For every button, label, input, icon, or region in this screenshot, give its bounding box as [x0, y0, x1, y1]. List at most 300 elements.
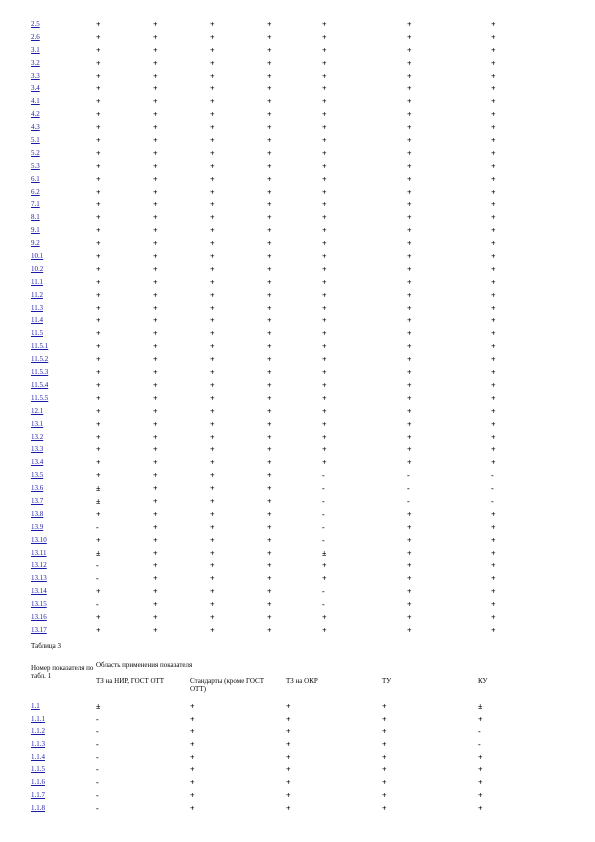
- table-2-row: [31, 382, 511, 395]
- table-2-mark-cell: +: [407, 561, 412, 571]
- table-2-mark-cell: +: [322, 380, 327, 390]
- table-2-mark-cell: +: [322, 252, 327, 262]
- table-2-mark-cell: +: [407, 277, 412, 287]
- table-2-mark-cell: +: [267, 342, 272, 352]
- table-2-mark-cell: +: [407, 239, 412, 249]
- table-2-mark-cell: +: [96, 368, 101, 378]
- table-2-mark-cell: +: [407, 200, 412, 210]
- table-2-code-cell: [31, 111, 96, 124]
- indicator-link[interactable]: 13.14: [31, 587, 47, 596]
- table-2-mark-cell: +: [210, 316, 215, 326]
- table-2-row: [31, 47, 511, 60]
- table-2-mark-cell: +: [407, 625, 412, 635]
- table-2-mark-cell: +: [153, 574, 158, 584]
- table-2-code-cell: [31, 47, 96, 60]
- table-2-mark-cell: +: [210, 445, 215, 455]
- table-2-mark-cell: +: [407, 303, 412, 313]
- table-2-mark-cell: +: [407, 148, 412, 158]
- indicator-link[interactable]: 13.4: [31, 458, 44, 467]
- table-2-mark-cell: +: [153, 32, 158, 42]
- table-2-mark-cell: +: [96, 264, 101, 274]
- indicator-link[interactable]: 8.1: [31, 213, 40, 222]
- indicator-link[interactable]: 11.1: [31, 277, 43, 286]
- table-2-mark-cell: +: [322, 110, 327, 120]
- table-2-mark-cell: +: [96, 393, 101, 403]
- table-2-mark-cell: +: [407, 252, 412, 262]
- table-2-mark-cell: +: [96, 355, 101, 365]
- indicator-link[interactable]: 1.1.5: [31, 765, 45, 774]
- table-2-mark-cell: +: [322, 226, 327, 236]
- table-2-mark-cell: +: [210, 458, 215, 468]
- indicator-link[interactable]: 13.11: [31, 548, 47, 557]
- table-3-mark-cell: +: [286, 752, 291, 762]
- table-2-mark-cell: +: [491, 226, 496, 236]
- table-2-mark-cell: +: [407, 587, 412, 597]
- table-2-mark-cell: +: [322, 612, 327, 622]
- table-3-mark-cell: -: [96, 740, 99, 750]
- indicator-link[interactable]: 5.1: [31, 136, 40, 145]
- table-2-code-cell: [31, 163, 96, 176]
- table-2-mark-cell: +: [210, 561, 215, 571]
- table-2-mark-cell: +: [407, 548, 412, 558]
- table-2-mark-cell: +: [153, 496, 158, 506]
- table-3-mark-cell: +: [382, 740, 387, 750]
- indicator-link[interactable]: 13.16: [31, 612, 47, 621]
- table-2-mark-cell: +: [96, 84, 101, 94]
- table-2-code-cell: [31, 124, 96, 137]
- indicator-link[interactable]: 3.3: [31, 71, 40, 80]
- table-2-mark-cell: +: [407, 290, 412, 300]
- table-2-mark-cell: +: [210, 380, 215, 390]
- table-2-row: [31, 60, 511, 73]
- indicator-link[interactable]: 1.1.3: [31, 740, 45, 749]
- table-3-header-col-tu: ТУ: [382, 677, 392, 685]
- indicator-link[interactable]: 9.2: [31, 239, 40, 248]
- table-2-mark-cell: +: [322, 148, 327, 158]
- table-2-mark-cell: +: [407, 161, 412, 171]
- indicator-link[interactable]: 2.5: [31, 20, 40, 28]
- table-2-mark-cell: +: [153, 561, 158, 571]
- table-3-mark-cell: +: [286, 702, 291, 711]
- table-2-mark-cell: +: [407, 187, 412, 197]
- table-2-mark-cell: +: [153, 58, 158, 68]
- table-3-mark-cell: +: [382, 714, 387, 724]
- table-2-mark-cell: +: [153, 252, 158, 262]
- table-2-mark-cell: +: [407, 380, 412, 390]
- table-2-mark-cell: +: [267, 161, 272, 171]
- indicator-link[interactable]: 13.13: [31, 574, 47, 583]
- table-2-mark-cell: +: [491, 290, 496, 300]
- table-2-mark-cell: +: [153, 522, 158, 532]
- table-2-code-cell: [31, 21, 96, 34]
- table-2-mark-cell: +: [407, 368, 412, 378]
- table-2-mark-cell: +: [491, 535, 496, 545]
- indicator-link[interactable]: 13.7: [31, 496, 44, 505]
- indicator-link[interactable]: 1.1.6: [31, 778, 45, 787]
- table-2-mark-cell: +: [210, 148, 215, 158]
- table-2-mark-cell: +: [210, 71, 215, 81]
- table-2-row: [31, 537, 511, 550]
- indicator-link[interactable]: 1.1.1: [31, 714, 45, 723]
- table-2-mark-cell: +: [407, 110, 412, 120]
- table-2-mark-cell: +: [267, 187, 272, 197]
- table-2-mark-cell: +: [210, 612, 215, 622]
- indicator-link[interactable]: 7.1: [31, 200, 40, 209]
- indicator-link[interactable]: 4.1: [31, 97, 40, 106]
- indicator-link[interactable]: 1.1.4: [31, 752, 45, 761]
- table-2-mark-cell: +: [96, 406, 101, 416]
- table-3-header-columns-row: [31, 677, 574, 703]
- table-2-mark-cell: +: [407, 45, 412, 55]
- indicator-link[interactable]: 4.2: [31, 110, 40, 119]
- indicator-link[interactable]: 13.12: [31, 561, 47, 570]
- table-3-header-col-standards: Стандарты (кроме ГОСТ ОТТ): [190, 677, 265, 693]
- table-2-mark-cell: +: [153, 123, 158, 133]
- table-2-mark-cell: -: [96, 600, 99, 610]
- indicator-link[interactable]: 3.2: [31, 58, 40, 67]
- table-2-mark-cell: +: [491, 161, 496, 171]
- indicator-link[interactable]: 11.5.1: [31, 342, 49, 351]
- indicator-link[interactable]: 11.5.4: [31, 380, 49, 389]
- table-2-mark-cell: +: [267, 32, 272, 42]
- table-2-mark-cell: +: [267, 368, 272, 378]
- table-2-mark-cell: +: [210, 329, 215, 339]
- table-2-mark-cell: +: [96, 509, 101, 519]
- table-2-mark-cell: +: [267, 226, 272, 236]
- table-3-header-col-okr: ТЗ на ОКР: [286, 677, 318, 685]
- table-2-code-cell: [31, 85, 96, 98]
- indicator-link[interactable]: 4.3: [31, 123, 40, 132]
- table-2-mark-cell: +: [210, 342, 215, 352]
- table-2-row: [31, 279, 511, 292]
- table-2-mark-cell: +: [267, 419, 272, 429]
- table-2-row: [31, 34, 511, 47]
- table-2-mark-cell: -: [407, 484, 410, 494]
- indicator-link[interactable]: 13.8: [31, 509, 44, 518]
- indicator-link[interactable]: 11.5.2: [31, 355, 49, 364]
- table-2-mark-cell: +: [491, 432, 496, 442]
- table-2-mark-cell: +: [210, 290, 215, 300]
- table-3-mark-cell: +: [190, 752, 195, 762]
- table-2-mark-cell: +: [491, 587, 496, 597]
- table-2-mark-cell: -: [322, 587, 325, 597]
- table-2-mark-cell: +: [210, 535, 215, 545]
- table-3-mark-cell: +: [190, 727, 195, 737]
- table-2-mark-cell: +: [210, 213, 215, 223]
- table-2-mark-cell: +: [322, 277, 327, 287]
- table-2-mark-cell: -: [491, 471, 494, 481]
- table-2-mark-cell: +: [407, 32, 412, 42]
- table-2-row: [31, 421, 511, 434]
- indicator-link[interactable]: 5.2: [31, 148, 40, 157]
- table-3-row: [31, 741, 574, 754]
- table-2-mark-cell: +: [267, 252, 272, 262]
- indicator-link[interactable]: 5.3: [31, 161, 40, 170]
- table-2-mark-cell: +: [210, 239, 215, 249]
- table-2-mark-cell: +: [407, 419, 412, 429]
- table-2-mark-cell: +: [491, 406, 496, 416]
- indicator-link[interactable]: 13.1: [31, 419, 44, 428]
- table-2-row: [31, 511, 511, 524]
- table-2-mark-cell: +: [491, 574, 496, 584]
- indicator-link[interactable]: 13.5: [31, 471, 44, 480]
- table-2-mark-cell: +: [210, 471, 215, 481]
- table-3-mark-cell: +: [286, 714, 291, 724]
- table-2-mark-cell: +: [407, 20, 412, 29]
- indicator-link[interactable]: 13.3: [31, 445, 44, 454]
- table-2-mark-cell: -: [407, 496, 410, 506]
- indicator-link[interactable]: 11.2: [31, 290, 43, 299]
- indicator-link[interactable]: 1.1.7: [31, 790, 45, 799]
- table-2-mark-cell: +: [407, 612, 412, 622]
- indicator-link[interactable]: 12.1: [31, 406, 44, 415]
- table-2-mark-cell: +: [267, 625, 272, 635]
- table-2-mark-cell: +: [322, 20, 327, 29]
- indicator-link[interactable]: 11.3: [31, 303, 43, 312]
- indicator-link[interactable]: 1.1: [31, 702, 40, 710]
- table-2-continuation: [31, 21, 511, 640]
- table-2-mark-cell: +: [322, 71, 327, 81]
- table-2-mark-cell: +: [96, 32, 101, 42]
- table-3-mark-cell: +: [286, 778, 291, 788]
- table-2-mark-cell: +: [210, 303, 215, 313]
- table-2-mark-cell: +: [407, 58, 412, 68]
- table-2-mark-cell: +: [153, 136, 158, 146]
- table-2-mark-cell: +: [322, 58, 327, 68]
- table-2-mark-cell: +: [322, 239, 327, 249]
- table-3-mark-cell: +: [382, 803, 387, 813]
- table-3-row: [31, 703, 574, 716]
- indicator-link[interactable]: 1.1.2: [31, 727, 45, 736]
- table-2-mark-cell: +: [491, 264, 496, 274]
- table-2-row: [31, 408, 511, 421]
- table-3-mark-cell: +: [382, 778, 387, 788]
- table-2-mark-cell: +: [491, 458, 496, 468]
- table-2-mark-cell: ±: [96, 496, 101, 506]
- indicator-link[interactable]: 11.5.5: [31, 393, 49, 402]
- table-2-code-cell: [31, 98, 96, 111]
- table-2-mark-cell: +: [322, 432, 327, 442]
- table-2-mark-cell: -: [407, 471, 410, 481]
- table-2-mark-cell: +: [96, 71, 101, 81]
- table-2-mark-cell: +: [96, 239, 101, 249]
- table-2-mark-cell: +: [153, 303, 158, 313]
- table-2-mark-cell: +: [210, 84, 215, 94]
- table-2-mark-cell: +: [407, 84, 412, 94]
- table-2-mark-cell: +: [407, 355, 412, 365]
- table-2-mark-cell: +: [267, 148, 272, 158]
- table-3-mark-cell: +: [190, 740, 195, 750]
- table-2-mark-cell: +: [491, 612, 496, 622]
- table-3-mark-cell: +: [190, 702, 195, 711]
- indicator-link[interactable]: 11.4: [31, 316, 43, 325]
- table-3-row: [31, 766, 574, 779]
- table-2-mark-cell: +: [407, 71, 412, 81]
- indicator-link[interactable]: 3.4: [31, 84, 40, 93]
- indicator-link[interactable]: 2.6: [31, 32, 40, 41]
- table-3-row: [31, 805, 574, 818]
- table-2-mark-cell: +: [96, 161, 101, 171]
- indicator-link[interactable]: 13.15: [31, 600, 47, 609]
- table-2-mark-cell: +: [267, 200, 272, 210]
- table-2-mark-cell: +: [96, 535, 101, 545]
- table-3-mark-cell: -: [96, 714, 99, 724]
- table-2-mark-cell: +: [267, 123, 272, 133]
- table-2-mark-cell: +: [210, 97, 215, 107]
- table-2-mark-cell: +: [96, 316, 101, 326]
- table-2-mark-cell: +: [210, 574, 215, 584]
- indicator-link[interactable]: 11.5.3: [31, 368, 49, 377]
- table-2-mark-cell: +: [322, 561, 327, 571]
- table-2-mark-cell: +: [153, 380, 158, 390]
- table-2-mark-cell: +: [407, 458, 412, 468]
- table-2-mark-cell: +: [96, 97, 101, 107]
- table-2-mark-cell: +: [407, 432, 412, 442]
- indicator-link[interactable]: 1.1.8: [31, 803, 45, 812]
- table-2-mark-cell: +: [96, 277, 101, 287]
- table-2-mark-cell: -: [491, 496, 494, 506]
- table-3-mark-cell: ±: [96, 702, 101, 711]
- table-2-mark-cell: +: [407, 509, 412, 519]
- table-2-mark-cell: +: [210, 509, 215, 519]
- table-2-mark-cell: +: [153, 419, 158, 429]
- table-3-row: [31, 792, 574, 805]
- indicator-link[interactable]: 3.1: [31, 45, 40, 54]
- indicator-link[interactable]: 13.2: [31, 432, 44, 441]
- table-2-mark-cell: +: [210, 264, 215, 274]
- table-2-mark-cell: +: [96, 303, 101, 313]
- table-2-mark-cell: +: [210, 496, 215, 506]
- table-3-mark-cell: +: [478, 790, 483, 800]
- table-2-mark-cell: +: [407, 393, 412, 403]
- table-2-mark-cell: +: [267, 97, 272, 107]
- table-3-mark-cell: -: [478, 740, 481, 750]
- table-2-row: [31, 253, 511, 266]
- table-2-mark-cell: +: [153, 471, 158, 481]
- table-2-mark-cell: +: [96, 587, 101, 597]
- table-2-mark-cell: +: [407, 316, 412, 326]
- table-2-mark-cell: +: [153, 445, 158, 455]
- table-2-mark-cell: +: [267, 20, 272, 29]
- indicator-link[interactable]: 10.2: [31, 264, 44, 273]
- table-2-mark-cell: +: [210, 32, 215, 42]
- table-2-mark-cell: +: [322, 264, 327, 274]
- indicator-link[interactable]: 13.17: [31, 625, 47, 634]
- table-2-code-cell: [31, 176, 96, 189]
- table-2-mark-cell: +: [491, 110, 496, 120]
- table-2-mark-cell: +: [153, 329, 158, 339]
- indicator-link[interactable]: 6.1: [31, 174, 40, 183]
- table-2-mark-cell: +: [322, 393, 327, 403]
- table-2-mark-cell: +: [322, 187, 327, 197]
- table-2-mark-cell: +: [407, 97, 412, 107]
- table-2-mark-cell: ±: [322, 548, 327, 558]
- indicator-link[interactable]: 13.10: [31, 535, 47, 544]
- indicator-link[interactable]: 13.6: [31, 484, 44, 493]
- table-2-row: [31, 292, 511, 305]
- table-2-mark-cell: +: [267, 71, 272, 81]
- table-2-row: [31, 395, 511, 408]
- table-2-mark-cell: -: [322, 471, 325, 481]
- table-2-mark-cell: +: [267, 277, 272, 287]
- table-2-mark-cell: +: [153, 355, 158, 365]
- table-2-mark-cell: +: [210, 355, 215, 365]
- table-3-header-scope: Область применения показателя: [96, 661, 193, 669]
- table-2-mark-cell: +: [267, 58, 272, 68]
- table-2-mark-cell: +: [322, 161, 327, 171]
- table-2-row: [31, 163, 511, 176]
- table-2-mark-cell: +: [407, 574, 412, 584]
- table-3-mark-cell: +: [478, 778, 483, 788]
- indicator-link[interactable]: 13.9: [31, 522, 44, 531]
- table-3-mark-cell: +: [286, 727, 291, 737]
- table-2-mark-cell: +: [491, 522, 496, 532]
- table-2-mark-cell: +: [322, 329, 327, 339]
- table-2-mark-cell: +: [153, 148, 158, 158]
- table-2-mark-cell: +: [267, 432, 272, 442]
- table-2-mark-cell: +: [322, 290, 327, 300]
- table-2-mark-cell: +: [407, 264, 412, 274]
- table-2-mark-cell: +: [210, 58, 215, 68]
- table-2-mark-cell: +: [153, 239, 158, 249]
- table-2-mark-cell: +: [153, 600, 158, 610]
- table-3-mark-cell: +: [190, 778, 195, 788]
- indicator-link[interactable]: 11.5: [31, 329, 43, 338]
- table-2-mark-cell: +: [267, 290, 272, 300]
- table-2-mark-cell: +: [210, 110, 215, 120]
- table-3-mark-cell: ±: [478, 702, 483, 711]
- table-2-mark-cell: +: [491, 252, 496, 262]
- table-3-row: [31, 728, 574, 741]
- table-2-mark-cell: +: [407, 123, 412, 133]
- table-2-mark-cell: +: [96, 20, 101, 29]
- table-2-mark-cell: +: [322, 303, 327, 313]
- table-3-mark-cell: +: [478, 714, 483, 724]
- table-2-mark-cell: +: [267, 213, 272, 223]
- table-3-mark-cell: +: [286, 740, 291, 750]
- table-2-mark-cell: +: [491, 71, 496, 81]
- table-2-mark-cell: +: [153, 535, 158, 545]
- table-3-mark-cell: -: [96, 778, 99, 788]
- indicator-link[interactable]: 10.1: [31, 252, 44, 261]
- table-2-mark-cell: +: [267, 316, 272, 326]
- table-3-header-col-nir: ТЗ на НИР, ГОСТ ОТТ: [96, 677, 165, 685]
- table-2-mark-cell: +: [491, 58, 496, 68]
- table-2-mark-cell: +: [491, 148, 496, 158]
- table-2-mark-cell: +: [153, 290, 158, 300]
- table-2-mark-cell: +: [210, 522, 215, 532]
- table-2-mark-cell: +: [267, 458, 272, 468]
- table-2-mark-cell: +: [210, 20, 215, 29]
- table-2-mark-cell: +: [407, 600, 412, 610]
- table-3-caption: Таблица 3: [31, 642, 61, 650]
- table-2-mark-cell: +: [153, 368, 158, 378]
- table-2-mark-cell: +: [210, 419, 215, 429]
- table-2-mark-cell: +: [153, 187, 158, 197]
- table-2-mark-cell: -: [322, 522, 325, 532]
- indicator-link[interactable]: 6.2: [31, 187, 40, 196]
- table-2-row: [31, 369, 511, 382]
- table-2-mark-cell: -: [96, 561, 99, 571]
- table-2-mark-cell: -: [322, 496, 325, 506]
- table-2-mark-cell: +: [267, 612, 272, 622]
- table-2-mark-cell: +: [267, 264, 272, 274]
- indicator-link[interactable]: 9.1: [31, 226, 40, 235]
- table-2-mark-cell: +: [210, 252, 215, 262]
- table-2-mark-cell: +: [322, 419, 327, 429]
- table-2-mark-cell: +: [153, 342, 158, 352]
- table-2-mark-cell: -: [96, 522, 99, 532]
